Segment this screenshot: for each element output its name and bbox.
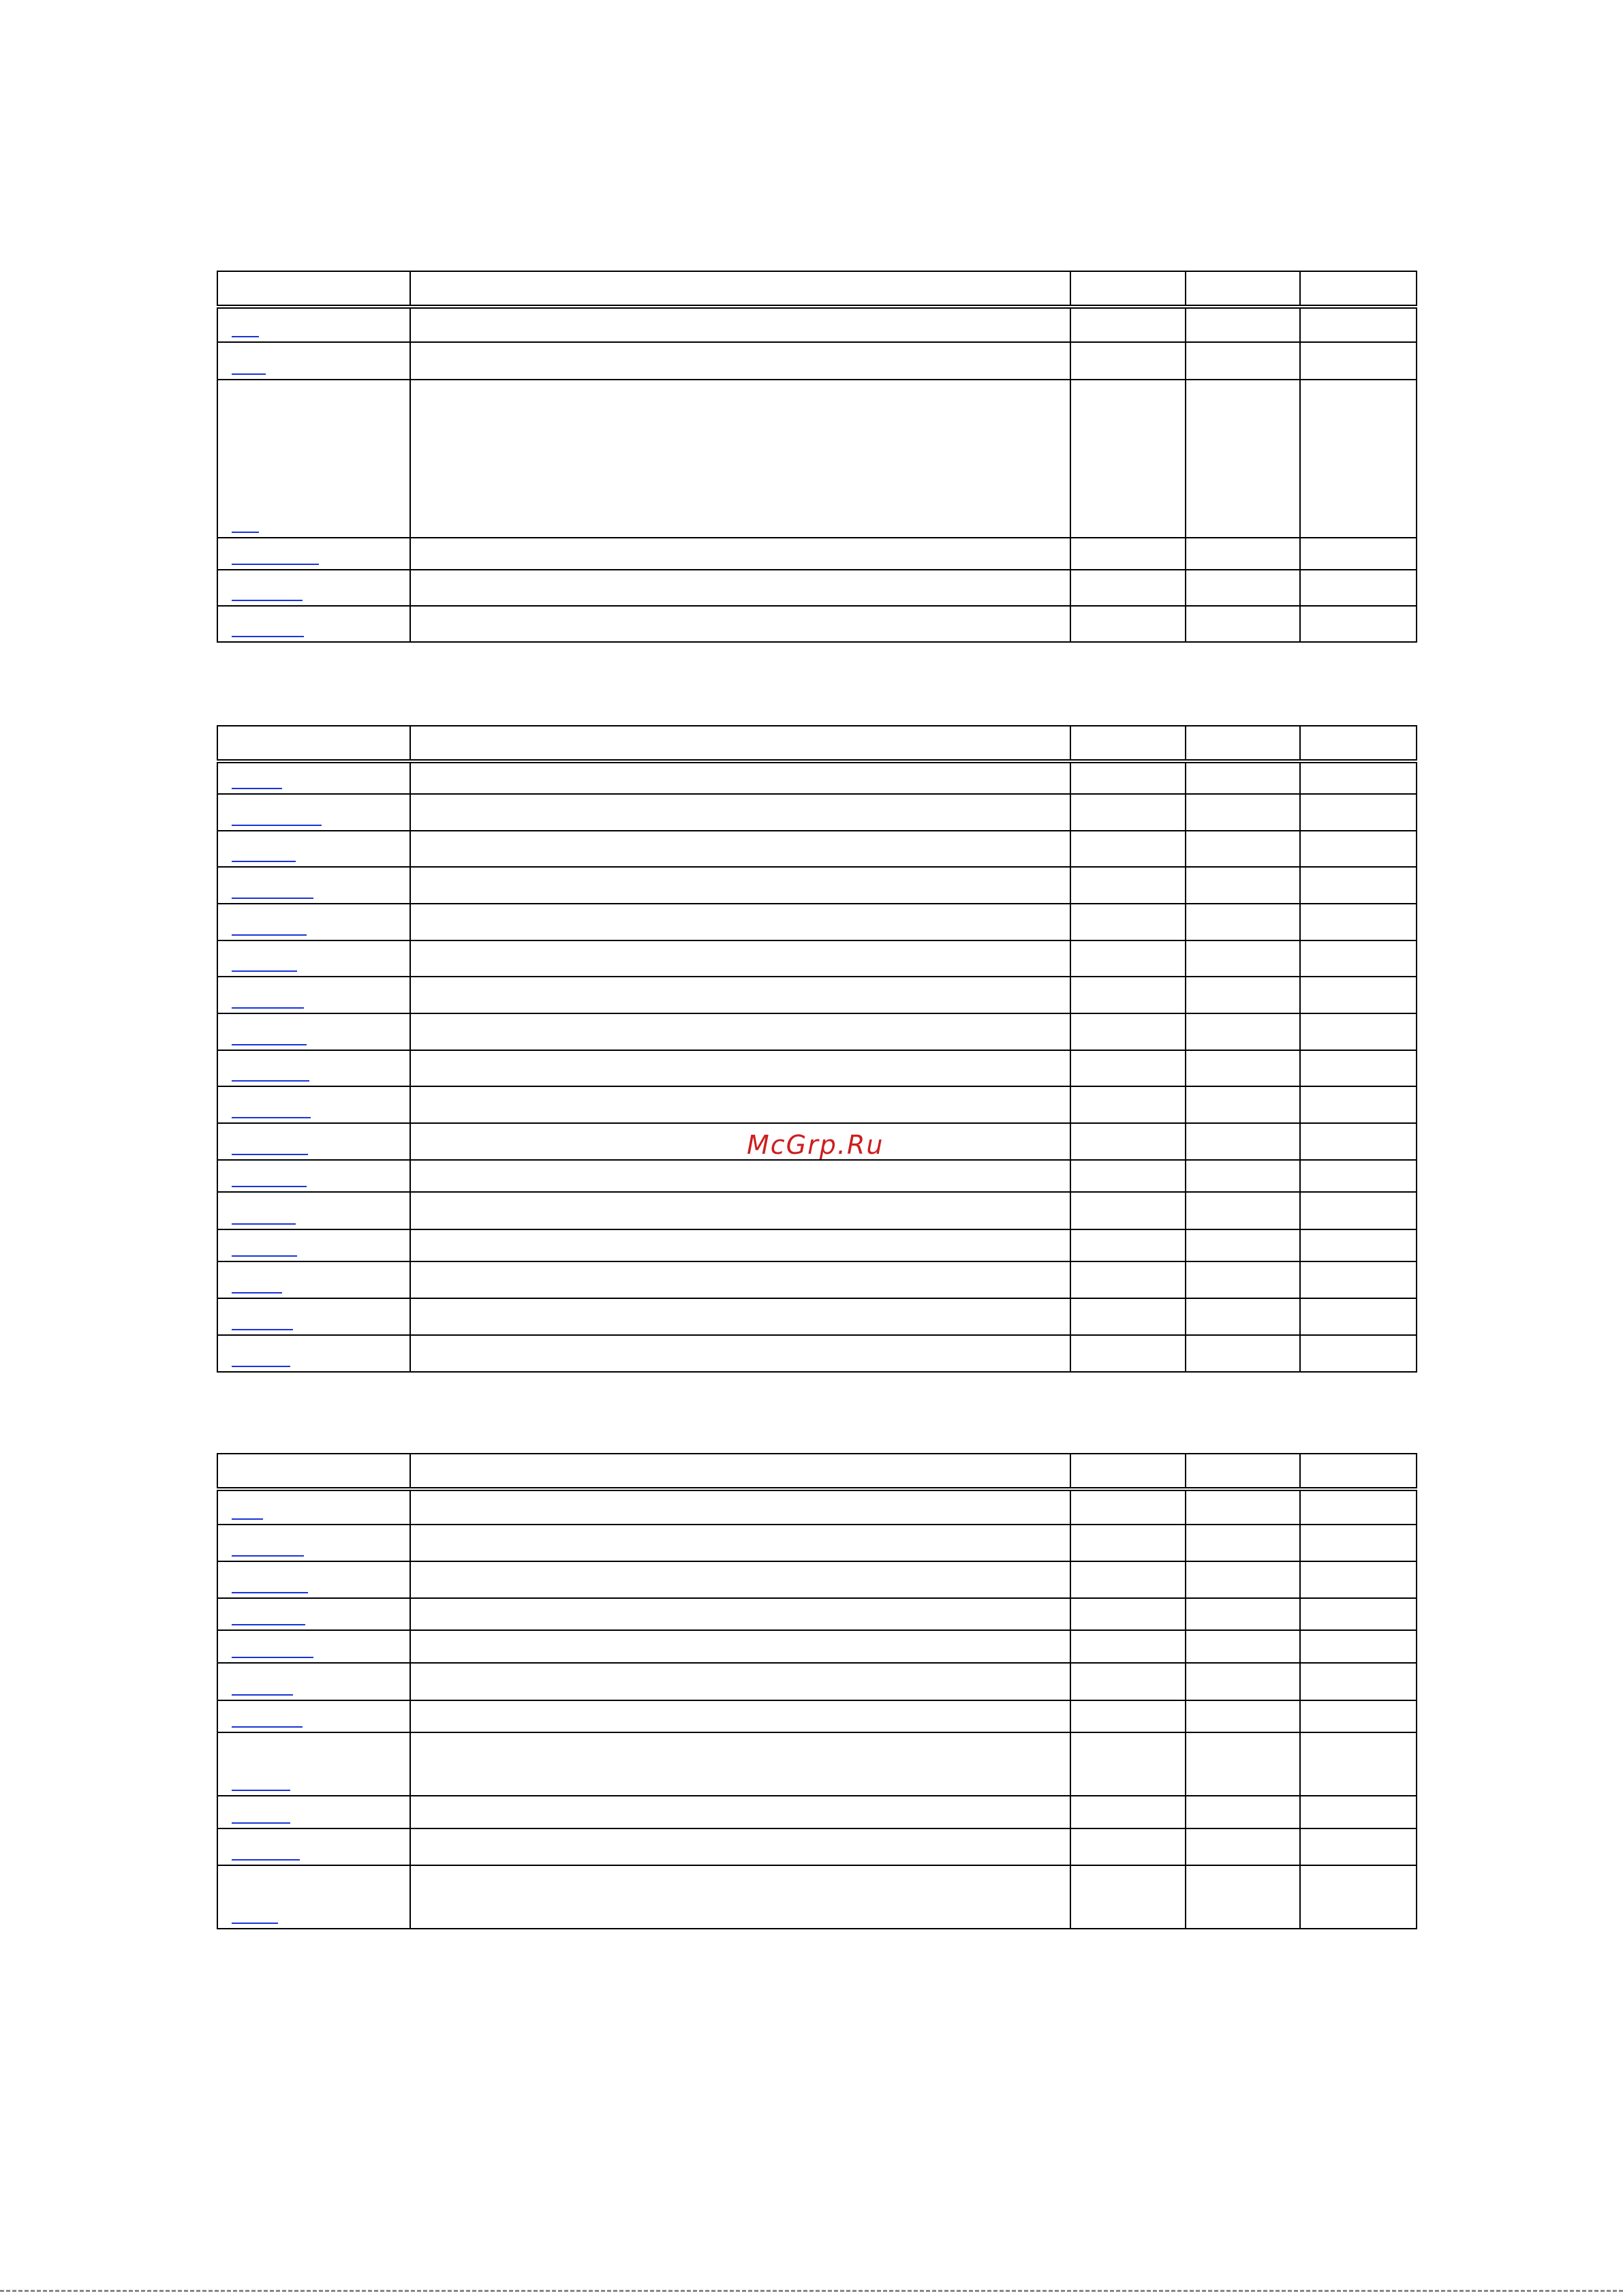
register-name-cell <box>217 1489 410 1525</box>
table-cell <box>1300 307 1417 342</box>
table-cell <box>1186 761 1301 794</box>
table-cell <box>410 1086 1070 1123</box>
table-cell <box>1300 1192 1417 1229</box>
table-cell <box>1300 1732 1417 1796</box>
table-cell <box>1186 1086 1301 1123</box>
table-cell <box>1070 940 1186 977</box>
table-cell <box>1070 1732 1186 1796</box>
table-cell <box>410 794 1070 831</box>
table-cell <box>1186 867 1301 904</box>
table-cell <box>1186 1732 1301 1796</box>
register-name-cell <box>217 761 410 794</box>
register-name-cell <box>217 1525 410 1561</box>
table-cell <box>1070 1050 1186 1086</box>
table-cell <box>1070 1525 1186 1561</box>
table-cell <box>1300 570 1417 606</box>
table-cell <box>1070 1700 1186 1732</box>
table-cell <box>410 307 1070 342</box>
register-name-cell <box>217 940 410 977</box>
register-link[interactable] <box>232 1255 297 1257</box>
register-name-cell <box>217 1086 410 1123</box>
register-name-cell <box>217 538 410 570</box>
register-name-cell <box>217 1229 410 1261</box>
table-cell <box>1186 1335 1301 1372</box>
register-name-cell <box>217 1013 410 1050</box>
table-cell <box>1186 1160 1301 1192</box>
header-cell-col3 <box>1070 271 1186 307</box>
register-link[interactable] <box>232 1657 313 1658</box>
table-cell <box>1070 1192 1186 1229</box>
table-row <box>217 940 1417 977</box>
register-link[interactable] <box>232 336 259 337</box>
table-cell <box>1186 1630 1301 1663</box>
table-cell <box>1300 761 1417 794</box>
table-cell <box>1300 1630 1417 1663</box>
table-cell <box>410 1261 1070 1298</box>
table-cell <box>1300 1298 1417 1335</box>
table-cell <box>1070 606 1186 642</box>
header-cell-description <box>410 1454 1070 1489</box>
table-cell <box>1070 761 1186 794</box>
table-cell <box>1300 606 1417 642</box>
register-name-cell <box>217 1298 410 1335</box>
register-link[interactable] <box>232 898 313 899</box>
table-cell <box>1186 570 1301 606</box>
table-cell <box>1186 1489 1301 1525</box>
table-header-row <box>217 726 1417 761</box>
table-row <box>217 1700 1417 1732</box>
table-cell <box>1070 977 1186 1013</box>
register-link[interactable] <box>232 970 297 972</box>
table-cell <box>410 1630 1070 1663</box>
table-cell <box>1186 1796 1301 1828</box>
register-name-cell <box>217 380 410 538</box>
register-link[interactable] <box>232 788 282 789</box>
register-link[interactable] <box>232 1859 300 1861</box>
header-cell-col3 <box>1070 726 1186 761</box>
table-row <box>217 1561 1417 1598</box>
register-link[interactable] <box>232 1366 290 1367</box>
table-row <box>217 867 1417 904</box>
table-cell <box>1186 307 1301 342</box>
register-link[interactable] <box>232 636 304 637</box>
table-cell <box>410 977 1070 1013</box>
register-name-cell <box>217 307 410 342</box>
table-cell <box>410 606 1070 642</box>
table-cell <box>410 538 1070 570</box>
header-cell-col3 <box>1070 1454 1186 1489</box>
table-cell <box>410 1525 1070 1561</box>
table-cell <box>1300 1013 1417 1050</box>
register-link[interactable] <box>232 825 322 826</box>
register-link[interactable] <box>232 1154 308 1155</box>
table-cell <box>1300 867 1417 904</box>
register-name-cell <box>217 1050 410 1086</box>
table-cell <box>1186 940 1301 977</box>
table-row <box>217 1086 1417 1123</box>
register-link[interactable] <box>232 861 296 862</box>
table-cell <box>1186 1123 1301 1160</box>
register-name-cell <box>217 1700 410 1732</box>
table-row <box>217 342 1417 380</box>
register-link[interactable] <box>232 1822 290 1824</box>
table-cell <box>1186 1865 1301 1929</box>
header-cell-col4 <box>1186 1454 1301 1489</box>
table-row <box>217 831 1417 867</box>
register-name-cell <box>217 570 410 606</box>
table-row <box>217 1160 1417 1192</box>
table-row <box>217 570 1417 606</box>
register-name-cell <box>217 904 410 940</box>
table-cell <box>1300 1865 1417 1929</box>
register-link[interactable] <box>232 1117 311 1118</box>
register-link[interactable] <box>232 1292 282 1294</box>
register-link[interactable] <box>232 1624 305 1625</box>
register-link[interactable] <box>232 1329 293 1330</box>
page-bottom-rule <box>0 2290 1623 2292</box>
table-cell <box>1070 831 1186 867</box>
table-cell <box>1070 1598 1186 1630</box>
table-row <box>217 1229 1417 1261</box>
header-cell-col4 <box>1186 726 1301 761</box>
table-cell <box>410 867 1070 904</box>
header-cell-col5 <box>1300 1454 1417 1489</box>
table-row <box>217 1525 1417 1561</box>
table-cell <box>1186 1050 1301 1086</box>
table-cell <box>1186 538 1301 570</box>
table-cell <box>1186 1663 1301 1700</box>
table-cell <box>1070 867 1186 904</box>
table-row <box>217 1796 1417 1828</box>
table-cell <box>1070 342 1186 380</box>
table-row <box>217 1298 1417 1335</box>
table-cell <box>1070 1123 1186 1160</box>
watermark-text: McGrp.Ru <box>747 1130 884 1160</box>
table-cell <box>1070 904 1186 940</box>
table-header-row <box>217 271 1417 307</box>
register-table-1 <box>217 271 1417 643</box>
table-cell <box>1186 1598 1301 1630</box>
table-cell <box>1070 1796 1186 1828</box>
table-cell <box>1300 1489 1417 1525</box>
register-link[interactable] <box>232 532 259 533</box>
table-cell <box>1186 977 1301 1013</box>
table-cell <box>1070 538 1186 570</box>
table-cell <box>410 940 1070 977</box>
table-row <box>217 1192 1417 1229</box>
table-cell <box>1070 1335 1186 1372</box>
table-cell <box>1186 606 1301 642</box>
table-cell <box>1300 380 1417 538</box>
register-link[interactable] <box>232 1518 263 1520</box>
table-row <box>217 538 1417 570</box>
table-cell <box>1186 342 1301 380</box>
table-row <box>217 1489 1417 1525</box>
table-cell <box>1070 1489 1186 1525</box>
table-cell <box>410 1298 1070 1335</box>
table-cell <box>410 1160 1070 1192</box>
table-cell <box>410 1796 1070 1828</box>
table-cell <box>410 1123 1070 1160</box>
table-cell <box>1186 1828 1301 1865</box>
table-cell <box>1186 1229 1301 1261</box>
table-row <box>217 1630 1417 1663</box>
header-cell-name <box>217 726 410 761</box>
table-cell <box>410 761 1070 794</box>
table-row <box>217 380 1417 538</box>
table-cell <box>1186 1013 1301 1050</box>
table-cell <box>410 1700 1070 1732</box>
register-link[interactable] <box>232 1592 308 1593</box>
table-cell <box>1300 1160 1417 1192</box>
table-cell <box>410 342 1070 380</box>
register-link[interactable] <box>232 1923 278 1924</box>
table-cell <box>1186 1261 1301 1298</box>
table-row <box>217 1828 1417 1865</box>
table-cell <box>1070 1160 1186 1192</box>
table-cell <box>1070 1561 1186 1598</box>
register-link[interactable] <box>232 1080 309 1082</box>
table-cell <box>410 1013 1070 1050</box>
table-cell <box>1186 1561 1301 1598</box>
table-cell <box>1186 1525 1301 1561</box>
table-cell <box>1186 1192 1301 1229</box>
register-name-cell <box>217 1335 410 1372</box>
header-cell-description <box>410 271 1070 307</box>
table-cell <box>1186 904 1301 940</box>
table-cell <box>410 1598 1070 1630</box>
table-row <box>217 1261 1417 1298</box>
table-body <box>217 1489 1417 1929</box>
register-link[interactable] <box>232 1223 296 1225</box>
table-row <box>217 761 1417 794</box>
table-cell <box>410 1050 1070 1086</box>
register-name-cell <box>217 1630 410 1663</box>
table-row <box>217 1335 1417 1372</box>
table-cell <box>410 904 1070 940</box>
table-cell <box>410 831 1070 867</box>
register-name-cell <box>217 1261 410 1298</box>
table-row <box>217 1663 1417 1700</box>
table-cell <box>1070 1865 1186 1929</box>
table-cell <box>410 1865 1070 1929</box>
register-name-cell <box>217 831 410 867</box>
table-row <box>217 904 1417 940</box>
table-cell <box>1070 380 1186 538</box>
table-cell <box>1300 1261 1417 1298</box>
table-row <box>217 307 1417 342</box>
table-row <box>217 977 1417 1013</box>
table-cell <box>1300 904 1417 940</box>
header-cell-name <box>217 1454 410 1489</box>
table-cell <box>1300 1598 1417 1630</box>
register-link[interactable] <box>232 373 266 375</box>
register-name-cell <box>217 794 410 831</box>
register-link[interactable] <box>232 1790 290 1791</box>
table-cell <box>1300 977 1417 1013</box>
table-cell <box>1300 538 1417 570</box>
register-link[interactable] <box>232 934 307 936</box>
table-cell <box>410 1489 1070 1525</box>
table-cell <box>1300 1525 1417 1561</box>
table-cell <box>1300 1123 1417 1160</box>
table-cell <box>1300 794 1417 831</box>
table-cell <box>1070 1663 1186 1700</box>
register-name-cell <box>217 1663 410 1700</box>
table-cell <box>1070 1630 1186 1663</box>
table-header-row <box>217 1454 1417 1489</box>
table-cell <box>1070 1229 1186 1261</box>
table-row <box>217 1598 1417 1630</box>
table-body <box>217 761 1417 1372</box>
table-cell <box>1070 1298 1186 1335</box>
header-cell-col4 <box>1186 271 1301 307</box>
table-cell <box>1300 831 1417 867</box>
register-name-cell <box>217 342 410 380</box>
table-cell <box>1300 1050 1417 1086</box>
table-body <box>217 307 1417 642</box>
table-row <box>217 794 1417 831</box>
table-cell <box>1186 1700 1301 1732</box>
table-cell <box>410 1561 1070 1598</box>
register-link[interactable] <box>232 1726 303 1728</box>
table-cell <box>1300 1796 1417 1828</box>
table-cell <box>1300 342 1417 380</box>
register-link[interactable] <box>232 600 303 601</box>
table-cell <box>1070 1261 1186 1298</box>
table-cell <box>1300 1335 1417 1372</box>
register-name-cell <box>217 1561 410 1598</box>
table-cell <box>410 1192 1070 1229</box>
register-name-cell <box>217 977 410 1013</box>
table-cell <box>1070 1828 1186 1865</box>
table-cell <box>410 1335 1070 1372</box>
table-cell <box>1070 1013 1186 1050</box>
table-row <box>217 1013 1417 1050</box>
register-name-cell <box>217 1123 410 1160</box>
header-cell-col5 <box>1300 271 1417 307</box>
register-link[interactable] <box>232 564 319 565</box>
table-cell <box>1300 1663 1417 1700</box>
table-cell <box>1300 940 1417 977</box>
header-cell-col5 <box>1300 726 1417 761</box>
register-name-cell <box>217 1828 410 1865</box>
table-cell <box>410 380 1070 538</box>
table-cell <box>410 570 1070 606</box>
register-name-cell <box>217 606 410 642</box>
table-cell <box>1186 831 1301 867</box>
register-name-cell <box>217 1160 410 1192</box>
table-cell <box>1070 307 1186 342</box>
register-link[interactable] <box>232 1007 304 1009</box>
table-cell <box>410 1828 1070 1865</box>
table-cell <box>1070 570 1186 606</box>
register-link[interactable] <box>232 1044 307 1045</box>
table-cell <box>410 1229 1070 1261</box>
header-cell-name <box>217 271 410 307</box>
table-cell <box>1070 1086 1186 1123</box>
table-cell <box>1300 1561 1417 1598</box>
header-cell-description <box>410 726 1070 761</box>
register-table-2 <box>217 725 1417 1373</box>
table-row <box>217 1050 1417 1086</box>
register-name-cell <box>217 1732 410 1796</box>
table-cell <box>1186 380 1301 538</box>
table-cell <box>1300 1229 1417 1261</box>
register-link[interactable] <box>232 1186 307 1187</box>
table-row <box>217 1865 1417 1929</box>
register-table-3 <box>217 1453 1417 1929</box>
table-cell <box>410 1663 1070 1700</box>
table-cell <box>1300 1086 1417 1123</box>
register-name-cell <box>217 1192 410 1229</box>
table-cell <box>1300 1700 1417 1732</box>
table-cell <box>1070 794 1186 831</box>
table-row <box>217 606 1417 642</box>
register-name-cell <box>217 1865 410 1929</box>
register-name-cell <box>217 1796 410 1828</box>
table-cell <box>1300 1828 1417 1865</box>
register-link[interactable] <box>232 1694 293 1696</box>
table-row <box>217 1732 1417 1796</box>
register-name-cell <box>217 867 410 904</box>
table-cell <box>1186 1298 1301 1335</box>
register-name-cell <box>217 1598 410 1630</box>
register-link[interactable] <box>232 1555 304 1557</box>
table-cell <box>1186 794 1301 831</box>
table-cell <box>410 1732 1070 1796</box>
